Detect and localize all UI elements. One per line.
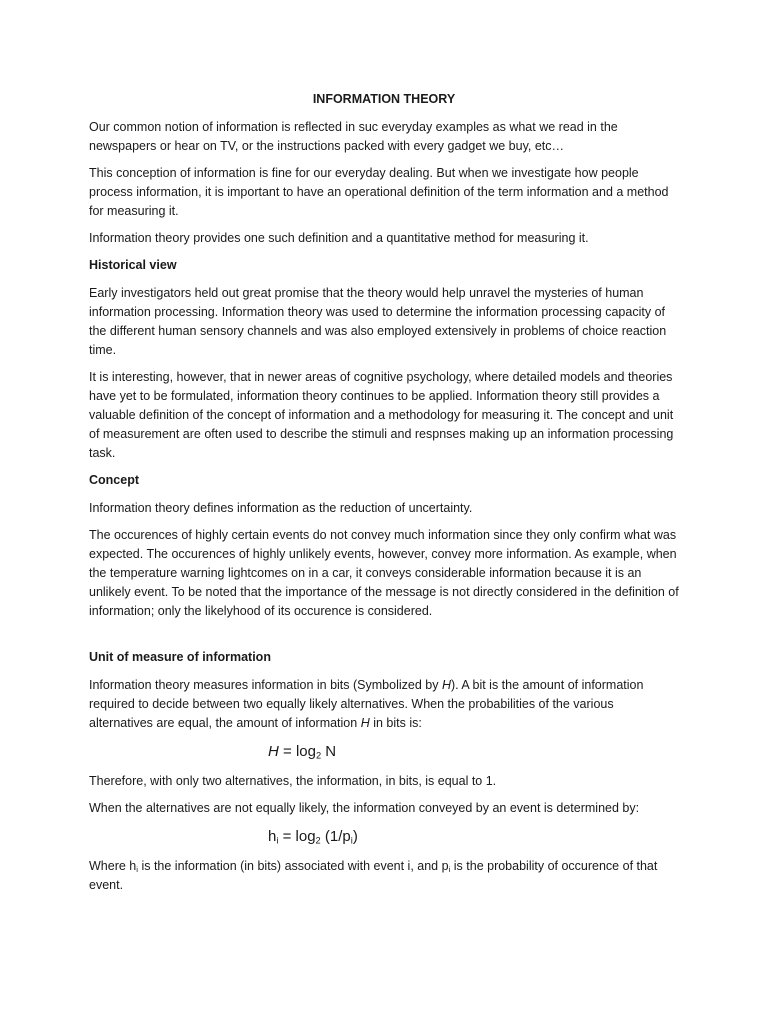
unit-paragraph-2: Therefore, with only two alternatives, the information, in bits, is equal to 1. (89, 774, 497, 788)
formula2-h: h (268, 828, 277, 845)
concept-heading: Concept (89, 473, 139, 487)
unit-text-a: Information theory measures information in bits (Symbolized by (89, 678, 442, 692)
formula1-lhs: H (268, 743, 279, 760)
where-text-b: is the information (in bits) associated with event i, and p (137, 859, 449, 873)
unit-paragraph-3: When the alternatives are not equally likely, the information conveyed by an event is determined by: (89, 801, 640, 815)
formula2-eq: = log (278, 828, 316, 845)
formula2-close: ) (352, 828, 358, 845)
historical-view-heading: Historical view (89, 258, 177, 272)
intro-paragraph-2: This conception of information is fine for our everyday dealing. But when we investigate how people process information, it is important to have an operational definition of the term information and a method for measuring it. (89, 166, 669, 218)
symbol-h: H (441, 678, 451, 692)
blank-line (89, 629, 679, 648)
where-h-sub: i (136, 864, 138, 874)
formula1-sub: 2 (315, 750, 322, 761)
formula-bits-equal (268, 741, 679, 763)
where-p-sub: i (448, 864, 451, 874)
formula2-log-sub: 2 (315, 835, 321, 846)
concept-paragraph-2: The occurences of highly certain events do not convey much information since they only confirm what was expected. The occurences of highly unlikely events, however, convey more information. As example, when the temperature warning lightcomes on in a car, it conveys considerable information because it is an unlikely event. To be noted that the importance of the message is not directly considered in the definition of information; only the likelyhood of its occurence is considered. (89, 528, 679, 618)
formula1-eq: = log (278, 743, 316, 760)
formula-bits-unequal (268, 826, 679, 848)
unit-text-b: ). A bit is the amount of information required to decide between two equally likely alternatives. When the probabilities of the various alternatives are equal, the amount of information (89, 678, 644, 730)
document-title: INFORMATION THEORY (312, 92, 456, 106)
unit-paragraph-1 (89, 676, 679, 733)
symbol-h-2: H (360, 716, 370, 730)
unit-of-measure-heading: Unit of measure of information (89, 650, 271, 664)
intro-paragraph-1: Our common notion of information is reflected in suc everyday examples as what we read in the newspapers or hear on TV, or the instructions packed with every gadget we buy, etc… (89, 120, 618, 153)
where-text-a: Where h (89, 859, 137, 873)
intro-paragraph-3: Information theory provides one such definition and a quantitative method for measuring it. (89, 231, 589, 245)
where-paragraph (89, 857, 679, 895)
formula2-h-sub: i (276, 835, 279, 846)
formula2-open: (1/p (320, 828, 351, 845)
historical-paragraph-1: Early investigators held out great promise that the theory would help unravel the mysteries of human information processing. Information theory was used to determine the information processing capacity of the different human sensory channels and was also employed extensively in problems of choice reaction time. (89, 286, 667, 357)
unit-text-c: in bits is: (369, 716, 422, 730)
historical-paragraph-2: It is interesting, however, that in newer areas of cognitive psychology, where detailed models and theories have yet to be formulated, information theory continues to be applied. Information theory still provides a valuable definition of the concept of information and a methodology for measuring it. The concept and unit of measurement are often used to describe the stimuli and respnses making up an information processing task. (89, 370, 674, 460)
concept-paragraph-1: Information theory defines information as the reduction of uncertainty. (89, 501, 473, 515)
document-page (89, 90, 679, 903)
formula1-rhs: N (321, 743, 337, 760)
where-text-c: is the probability of occurence of that event. (89, 859, 658, 892)
formula2-p-sub: i (350, 835, 353, 846)
